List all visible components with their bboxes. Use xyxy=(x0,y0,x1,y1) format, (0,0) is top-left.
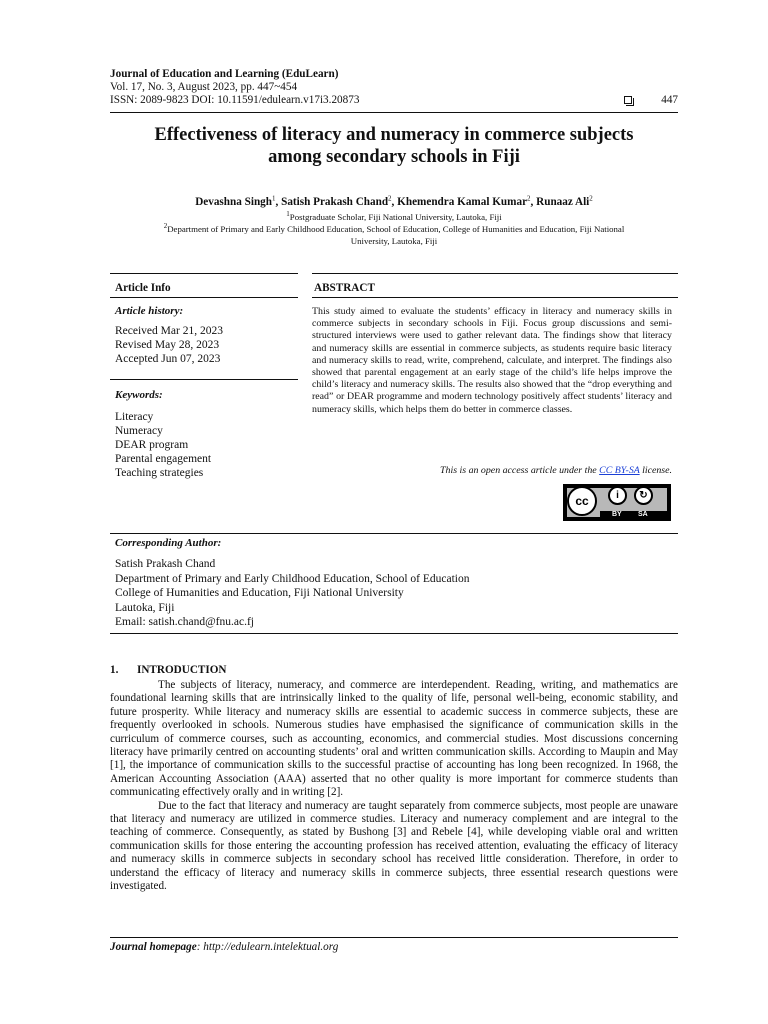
homepage-label: Journal homepage xyxy=(110,941,197,953)
author-affil-mark: 2 xyxy=(388,194,392,203)
author-affil-mark: 1 xyxy=(272,194,276,203)
cc-icon: cc xyxy=(567,486,597,516)
corr-name: Satish Prakash Chand xyxy=(115,558,216,570)
keyword: Parental engagement xyxy=(115,453,212,465)
paper-title xyxy=(110,124,678,168)
keyword: Numeracy xyxy=(115,425,163,437)
journal-name: Journal of Education and Learning (EduLearn) xyxy=(110,68,339,80)
corresponding-heading: Corresponding Author: xyxy=(115,537,222,549)
received-date: Received Mar 21, 2023 xyxy=(115,325,223,337)
revised-date: Revised May 28, 2023 xyxy=(115,339,220,351)
corr-email: Email: satish.chand@fnu.ac.fj xyxy=(115,616,254,628)
issn-doi: ISSN: 2089-9823 DOI: 10.11591/edulearn.v17i3.20873 xyxy=(110,94,360,106)
author-name: Satish Prakash Chand xyxy=(281,196,389,208)
abstract-top-rule xyxy=(312,273,678,274)
page-number: 447 xyxy=(661,94,678,106)
corr-city: Lautoka, Fiji xyxy=(115,601,175,614)
info-top-rule xyxy=(110,273,298,274)
article-history-heading: Article history: xyxy=(115,305,184,317)
author-name: Devashna Singh xyxy=(195,196,272,208)
issn-row xyxy=(110,94,678,107)
author-name: Khemendra Kamal Kumar xyxy=(397,196,528,208)
homepage-url[interactable]: : http://edulearn.intelektual.org xyxy=(196,941,339,953)
author-affil-mark: 2 xyxy=(527,194,531,203)
footer-rule xyxy=(110,937,678,938)
affil-text: Postgraduate Scholar, Fiji National University, Lautoka, Fiji xyxy=(289,212,502,222)
corr-bottom-rule xyxy=(110,633,678,634)
page-marker-icon xyxy=(624,96,632,104)
affil-mark: 1 xyxy=(286,210,290,219)
abstract-heading: ABSTRACT xyxy=(314,282,375,294)
corresponding-details xyxy=(115,557,675,630)
running-header xyxy=(110,68,678,107)
header-rule xyxy=(110,112,678,113)
badge-sa-label: SA xyxy=(638,511,648,518)
corr-college: College of Humanities and Education, Fiji National University xyxy=(115,587,404,599)
cc-by-sa-badge[interactable] xyxy=(563,484,671,521)
article-history xyxy=(115,324,223,366)
license-link[interactable]: CC BY-SA xyxy=(599,465,640,476)
keyword-list xyxy=(115,410,211,480)
accepted-date: Accepted Jun 07, 2023 xyxy=(115,353,221,365)
abstract-sub-rule xyxy=(312,297,678,298)
abstract-text: This study aimed to evaluate the students’ efficacy in literacy and numeracy skills in commerce subjects in secondary schools in Fiji. Focus group discussions and semi-structured interviews were used to gather relevant data. The findings show that literacy and numeracy skills are essential in commerce subjects, as students require basic literacy and numeracy skills to read, write, comprehend, calculate, and interpret. The findings also showed that parental engagement at an early stage of the child’s life helps improve the child’s literacy and numeracy skills. The results also showed that the “drop everything and read” or DEAR programme and modern technology positively affect students’ literacy and numeracy skills, which helps them do better in commerce classes. xyxy=(312,306,672,415)
introduction-body xyxy=(110,679,678,894)
section-number: 1. xyxy=(110,664,119,676)
author-name: Runaaz Ali xyxy=(536,196,590,208)
open-access-pre: This is an open access article under the xyxy=(440,465,600,476)
author-list: Devashna Singh$^1$, Satish Prakash Chand$^2$, Khemendra Kamal Kumar$^2$, Runaaz Ali$^2$ xyxy=(195,194,593,208)
corr-dept: Department of Primary and Early Childhood Education, School of Education xyxy=(115,572,470,585)
open-access-post: license. xyxy=(639,465,672,476)
attribution-person-icon: i xyxy=(608,486,627,505)
affiliation-1 xyxy=(110,211,678,223)
affil-text: Department of Primary and Early Childhood Education, School of Education, College of Humanities and Education, Fiji National xyxy=(167,224,625,234)
keyword: Literacy xyxy=(115,411,154,423)
volume-info: Vol. 17, No. 3, August 2023, pp. 447~454 xyxy=(110,81,298,93)
keywords-heading: Keywords: xyxy=(115,389,163,401)
info-bottom-rule xyxy=(110,533,678,534)
badge-by-label: BY xyxy=(612,511,622,518)
section-heading-introduction xyxy=(110,664,227,676)
keyword: Teaching strategies xyxy=(115,467,204,479)
affiliations xyxy=(110,211,678,247)
open-access-note xyxy=(312,465,672,476)
affiliation-2-cont: University, Lautoka, Fiji xyxy=(350,236,438,246)
article-info-heading: Article Info xyxy=(115,282,171,294)
badge-label-band xyxy=(600,511,670,520)
share-alike-icon: ↻ xyxy=(634,486,653,505)
paragraph: The subjects of literacy, numeracy, and commerce are interdependent. Reading, writing, and mathematics are foundational learning skills that are intrinsically linked to the quality of life, personal well-being, economic stability, and future prosperity. While literacy and numeracy skills are essential to academic success in commerce subjects, these are frequently overlooked in schools. Numerous studies have emphasised the significance of communication skills in the curriculum of commerce courses, such as accounting, economics, and commercial studies. Most discussions concerning literacy have primarily centred on accounting students’ oral and written communication skills. According to Maupin and May [1], the importance of communication skills to the successful practise of accounting has long been recognized. In 1968, the American Accounting Association (AAA) asserted that no other quality is more important for commerce students than communicating effectively orally and in writing [2]. xyxy=(110,679,678,799)
paragraph: Due to the fact that literacy and numeracy are taught separately from commerce subjects, most people are unaware that literacy and numeracy are utilized in commerce studies. Literacy and numeracy complement and are integral to the teaching of commerce. Consequently, as stated by Bushong [3] and Rebele [4], while developing viable oral and written communication skills for those entering the accounting profession has received attention, evaluating the efficacy of literacy and numeracy skills in commerce subjects in secondary school has received little consideration. Therefore, in order to understand the efficacy of literacy and numeracy skills in commerce subjects, three essential research questions were investigated. xyxy=(110,799,678,893)
title-line-1: Effectiveness of literacy and numeracy in commerce subjects xyxy=(154,125,634,145)
info-sub-rule xyxy=(110,297,298,298)
affiliation-2 xyxy=(110,223,678,235)
section-title: INTRODUCTION xyxy=(137,664,227,676)
author-affil-mark: 2 xyxy=(589,194,593,203)
history-rule xyxy=(110,379,298,380)
affil-mark: 2 xyxy=(163,222,168,231)
keyword: DEAR program xyxy=(115,439,189,451)
title-line-2: among secondary schools in Fiji xyxy=(268,147,520,167)
journal-homepage xyxy=(110,941,338,953)
